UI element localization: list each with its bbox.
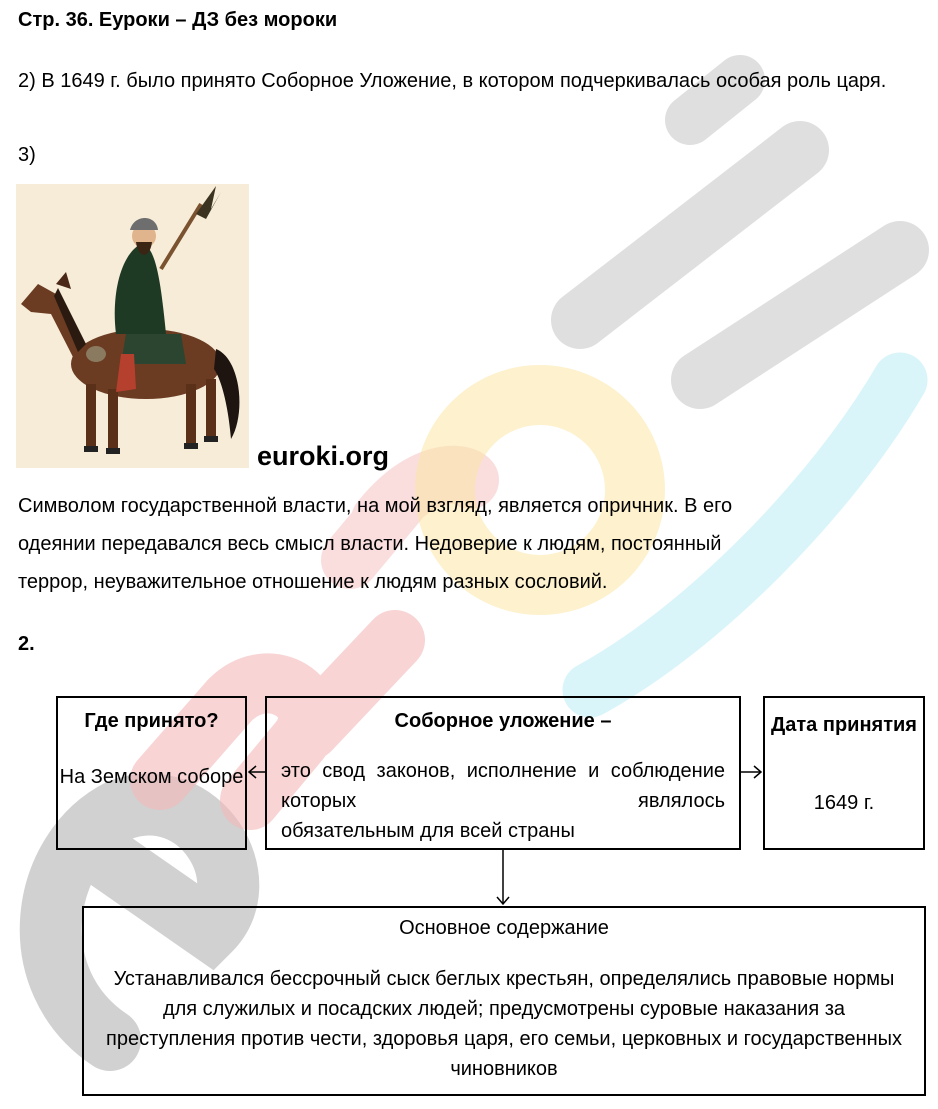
section-2-label: 2.: [18, 633, 35, 655]
page-header: Стр. 36. Еуроки – ДЗ без мороки: [18, 9, 338, 31]
paragraph-line: Символом государственной власти, на мой взгляд, является опричник. В его: [18, 495, 733, 517]
definition-title: Соборное уложение –: [394, 710, 612, 732]
arrow-down-icon: [497, 850, 509, 904]
definition-text-last: обязательным для всей страны: [281, 820, 575, 842]
date-value: 1649 г.: [813, 792, 875, 814]
definition-text-main: это свод законов, исполнение и соблюдение которых являлось: [281, 760, 725, 812]
content-text: Устанавливался бессрочный сыск беглых крестьян, определялись правовые нормы для служилых и посадских людей; предусмотрены суровые наказания за преступления против чести, здоровья царя, его семьи, церковных и государственных чиновников: [106, 968, 902, 1080]
site-label: euroki.org: [257, 441, 390, 471]
item-2-text: 2) В 1649 г. было принято Соборное Уложение, в котором подчеркивалась особая роль царя.: [18, 70, 887, 92]
item-3-label: 3): [18, 144, 36, 166]
paragraph-line: террор, неуважительное отношение к людям разных сословий.: [18, 571, 608, 593]
where-title: Где принято?: [84, 710, 219, 732]
arrow-left-icon: [249, 766, 265, 778]
where-answer: На Земском соборе: [59, 766, 244, 788]
content-title: Основное содержание: [399, 917, 609, 939]
arrow-right-icon: [741, 766, 761, 778]
paragraph-line: одеянии передавался весь смысл власти. Недоверие к людям, постоянный: [18, 533, 722, 555]
date-title: Дата принятия: [771, 714, 917, 736]
